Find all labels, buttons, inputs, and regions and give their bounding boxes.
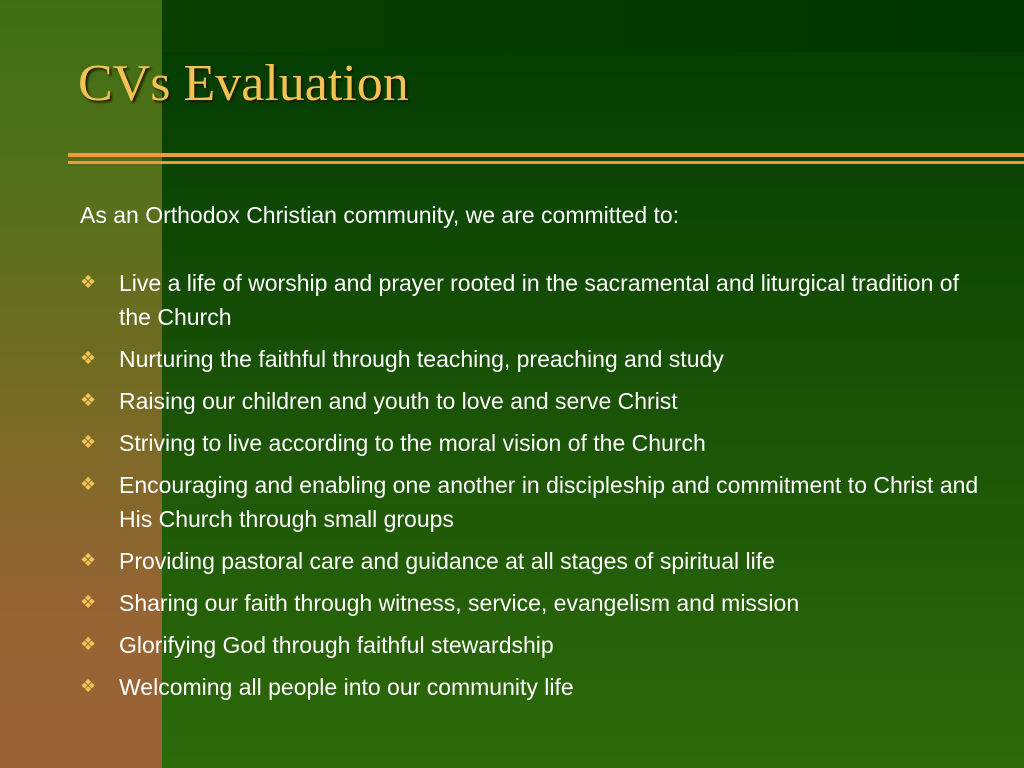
diamond-bullet-icon: ❖: [80, 432, 97, 453]
bullet-text: Raising our children and youth to love and serve Christ: [119, 388, 678, 414]
bullet-item: [80, 384, 980, 418]
bullet-text: Welcoming all people into our community life: [119, 674, 574, 700]
top-color-band: [162, 0, 1024, 52]
bullet-item: [80, 670, 980, 704]
diamond-bullet-icon: ❖: [80, 550, 97, 571]
bullet-list: [80, 266, 980, 712]
bullet-text: Encouraging and enabling one another in discipleship and commitment to Christ and His Church through small groups: [119, 472, 979, 532]
bullet-text: Glorifying God through faithful stewardship: [119, 632, 554, 658]
diamond-bullet-icon: ❖: [80, 474, 97, 495]
bullet-item: [80, 426, 980, 460]
bullet-text: Sharing our faith through witness, service, evangelism and mission: [119, 590, 800, 616]
slide-title: CVs Evaluation: [78, 55, 409, 112]
diamond-bullet-icon: ❖: [80, 348, 97, 369]
diamond-bullet-icon: ❖: [80, 676, 97, 697]
diamond-bullet-icon: ❖: [80, 272, 97, 293]
bullet-text: Nurturing the faithful through teaching, preaching and study: [119, 346, 724, 372]
bullet-item: [80, 628, 980, 662]
bullet-item: [80, 586, 980, 620]
bullet-text: Live a life of worship and prayer rooted in the sacramental and liturgical tradition of the Church: [119, 270, 959, 330]
title-divider-bottom: [68, 161, 1024, 164]
bullet-item: [80, 342, 980, 376]
bullet-item: [80, 544, 980, 578]
intro-text: As an Orthodox Christian community, we are committed to:: [80, 202, 680, 228]
diamond-bullet-icon: ❖: [80, 634, 97, 655]
bullet-item: [80, 266, 980, 334]
bullet-text: Providing pastoral care and guidance at all stages of spiritual life: [119, 548, 775, 574]
title-divider-top: [68, 153, 1024, 157]
bullet-item: [80, 468, 980, 536]
diamond-bullet-icon: ❖: [80, 390, 97, 411]
bullet-text: Striving to live according to the moral vision of the Church: [119, 430, 706, 456]
diamond-bullet-icon: ❖: [80, 592, 97, 613]
